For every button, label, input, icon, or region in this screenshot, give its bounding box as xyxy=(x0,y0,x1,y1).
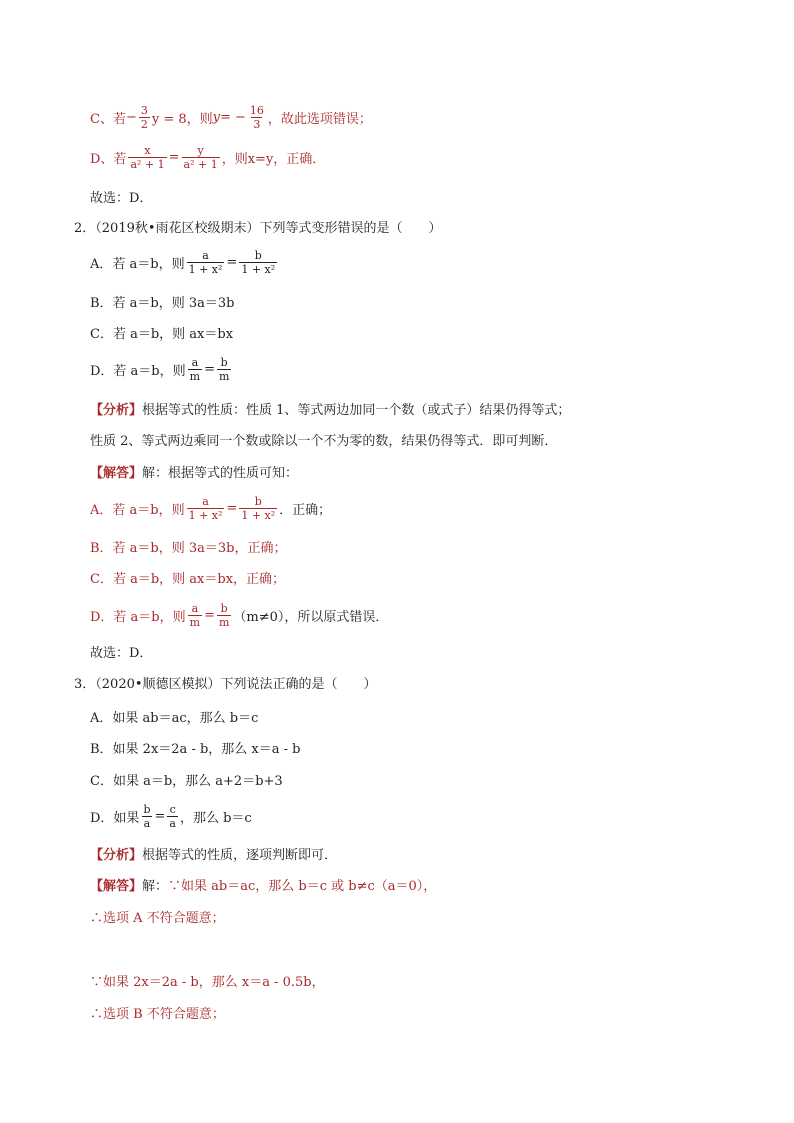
q1-c-yvar: y xyxy=(212,109,220,125)
q3-option-c: C．如果 a＝b，那么 a+2＝b+3 xyxy=(90,773,283,789)
q2-analysis-2: 性质 2、等式两边乘同一个数或除以一个不为零的数，结果仍得等式．即可判断． xyxy=(90,433,558,449)
q1-answer: 故选：D． xyxy=(90,190,153,206)
q2-analysis-1 xyxy=(90,394,570,422)
q2-answer: 故选：D． xyxy=(90,645,153,661)
q1-c-eq: y = 8，则 xyxy=(151,111,213,127)
q3-d-den2: a xyxy=(169,816,176,830)
q2-solution-intro xyxy=(90,457,298,485)
q3-option-a: A．如果 ab＝ac，那么 b＝c xyxy=(90,710,259,726)
q2-solution-c: C．若 a＝b，则 ax＝bx，正确； xyxy=(90,571,286,587)
q3-d-num2: c xyxy=(169,802,176,816)
q3-d-num1: b xyxy=(143,802,151,816)
q2-a-fraction-1 xyxy=(187,249,225,276)
q2-sol-a-fraction-2 xyxy=(239,495,277,522)
q1-c-den2: 3 xyxy=(253,117,261,131)
q2-sol-d-fraction-1 xyxy=(188,602,202,629)
q2-option-c: C．若 a＝b，则 ax＝bx xyxy=(90,326,234,342)
q1-d-den1: a² + 1 xyxy=(130,157,165,171)
q2-sol-d-den2: m xyxy=(218,615,230,629)
q3-solution-3: ∵如果 2x＝2a - b，那么 x＝a - 0.5b， xyxy=(90,974,325,990)
q2-d-den1: m xyxy=(189,369,201,383)
q1-c-prefix: C、若 xyxy=(90,111,126,127)
q3-solution-2: ∴选项 A 不符合题意； xyxy=(90,910,225,926)
q1-solution-d xyxy=(90,143,325,171)
q3-solution-lead: 解： xyxy=(142,878,169,894)
q2-sol-d-label: D．若 a＝b，则 xyxy=(90,609,186,625)
q2-a-eq: = xyxy=(226,254,238,270)
q2-sol-a-num1: a xyxy=(202,494,209,508)
q2-sol-d-tail: （m≠0），所以原式错误． xyxy=(233,609,389,625)
q3-d-eq: = xyxy=(154,808,166,824)
q2-solution-tag: 【解答】 xyxy=(90,465,143,481)
q3-analysis xyxy=(90,839,337,867)
q2-sol-a-num2: b xyxy=(254,494,262,508)
q1-d-eq: = xyxy=(168,149,180,165)
q2-sol-d-num1: a xyxy=(191,601,199,615)
q3-option-b: B．如果 2x＝2a - b，那么 x＝a - b xyxy=(90,741,301,757)
q2-a-fraction-2 xyxy=(239,249,277,276)
q2-d-eq: = xyxy=(204,361,215,377)
q2-a-num2: b xyxy=(254,248,262,262)
q1-c-num2: 16 xyxy=(249,103,264,117)
q2-sol-d-num2: b xyxy=(220,601,228,615)
q3-d-tail: ，那么 b＝c xyxy=(179,810,252,826)
q3-solution-text-1: ∵如果 ab＝ac，那么 b＝c 或 b≠c（a＝0）， xyxy=(168,878,437,894)
q3-d-fraction-1 xyxy=(141,803,152,830)
q1-d-fraction-1 xyxy=(128,144,166,171)
q2-a-num1: a xyxy=(202,248,209,262)
q3-solution-1 xyxy=(90,870,436,898)
q2-d-fraction-1 xyxy=(188,356,202,383)
q3-d-label: D．如果 xyxy=(90,810,140,826)
q3-d-den1: a xyxy=(143,816,151,830)
q3-solution-4: ∴选项 B 不符合题意； xyxy=(90,1006,225,1022)
q2-d-num1: a xyxy=(191,355,199,369)
q2-solution-intro-text: 解：根据等式的性质可知： xyxy=(142,465,299,481)
q1-solution-c xyxy=(90,103,372,131)
q1-d-prefix: D、若 xyxy=(90,151,127,167)
q2-sol-a-label: A．若 a＝b，则 xyxy=(90,502,185,518)
q3-solution-tag: 【解答】 xyxy=(90,878,143,894)
q1-c-num1: 3 xyxy=(140,103,148,117)
q3-analysis-text: 根据等式的性质，逐项判断即可． xyxy=(142,847,338,863)
q2-sol-a-tail: ．正确； xyxy=(279,502,332,518)
q2-sol-d-den1: m xyxy=(189,615,201,629)
q1-d-num2: y xyxy=(197,143,204,157)
q2-option-a xyxy=(90,248,279,276)
q2-solution-b: B．若 a＝b，则 3a＝3b，正确； xyxy=(90,540,287,556)
q2-sol-a-den2: 1 + x² xyxy=(241,508,276,522)
q3-d-fraction-2 xyxy=(167,803,178,830)
q2-sol-a-den1: 1 + x² xyxy=(188,508,223,522)
q2-solution-d xyxy=(90,601,388,629)
q2-stem: 2．（2019秋•雨花区校级期末）下列等式变形错误的是（ ） xyxy=(74,220,442,236)
q2-d-num2: b xyxy=(220,355,228,369)
q2-option-d xyxy=(90,355,233,383)
q2-option-b: B．若 a＝b，则 3a＝3b xyxy=(90,295,235,311)
q2-analysis-text-1: 根据等式的性质：性质 1、等式两边加同一个数（或式子）结果仍得等式； xyxy=(142,402,571,418)
q1-c-minus: − xyxy=(125,109,137,125)
q3-analysis-tag: 【分析】 xyxy=(90,847,143,863)
q2-sol-d-fraction-2 xyxy=(217,602,231,629)
q1-d-tail: ，则x=y，正确． xyxy=(221,151,326,167)
q1-c-fraction-2 xyxy=(248,104,266,131)
q1-c-eq2: = − xyxy=(220,109,246,125)
q2-sol-a-fraction-1 xyxy=(187,495,225,522)
q2-sol-a-eq: = xyxy=(226,500,238,516)
q1-c-tail: ，故此选项错误； xyxy=(267,111,372,127)
q3-stem: 3．（2020•顺德区模拟）下列说法正确的是（ ） xyxy=(74,676,377,692)
q1-d-fraction-2 xyxy=(182,144,220,171)
q1-c-fraction-1 xyxy=(139,104,150,131)
q1-d-num1: x xyxy=(144,143,151,157)
q2-sol-d-eq: = xyxy=(204,607,215,623)
q2-analysis-tag: 【分析】 xyxy=(90,402,143,418)
q1-d-den2: a² + 1 xyxy=(183,157,218,171)
q1-c-den1: 2 xyxy=(140,117,148,131)
q2-d-den2: m xyxy=(218,369,230,383)
q2-a-den1: 1 + x² xyxy=(188,262,223,276)
q2-a-den2: 1 + x² xyxy=(241,262,276,276)
q2-a-label: A．若 a＝b，则 xyxy=(90,256,185,272)
q2-d-label: D．若 a＝b，则 xyxy=(90,363,186,379)
q2-d-fraction-2 xyxy=(217,356,231,383)
q3-option-d xyxy=(90,802,252,830)
q2-solution-a xyxy=(90,494,331,522)
